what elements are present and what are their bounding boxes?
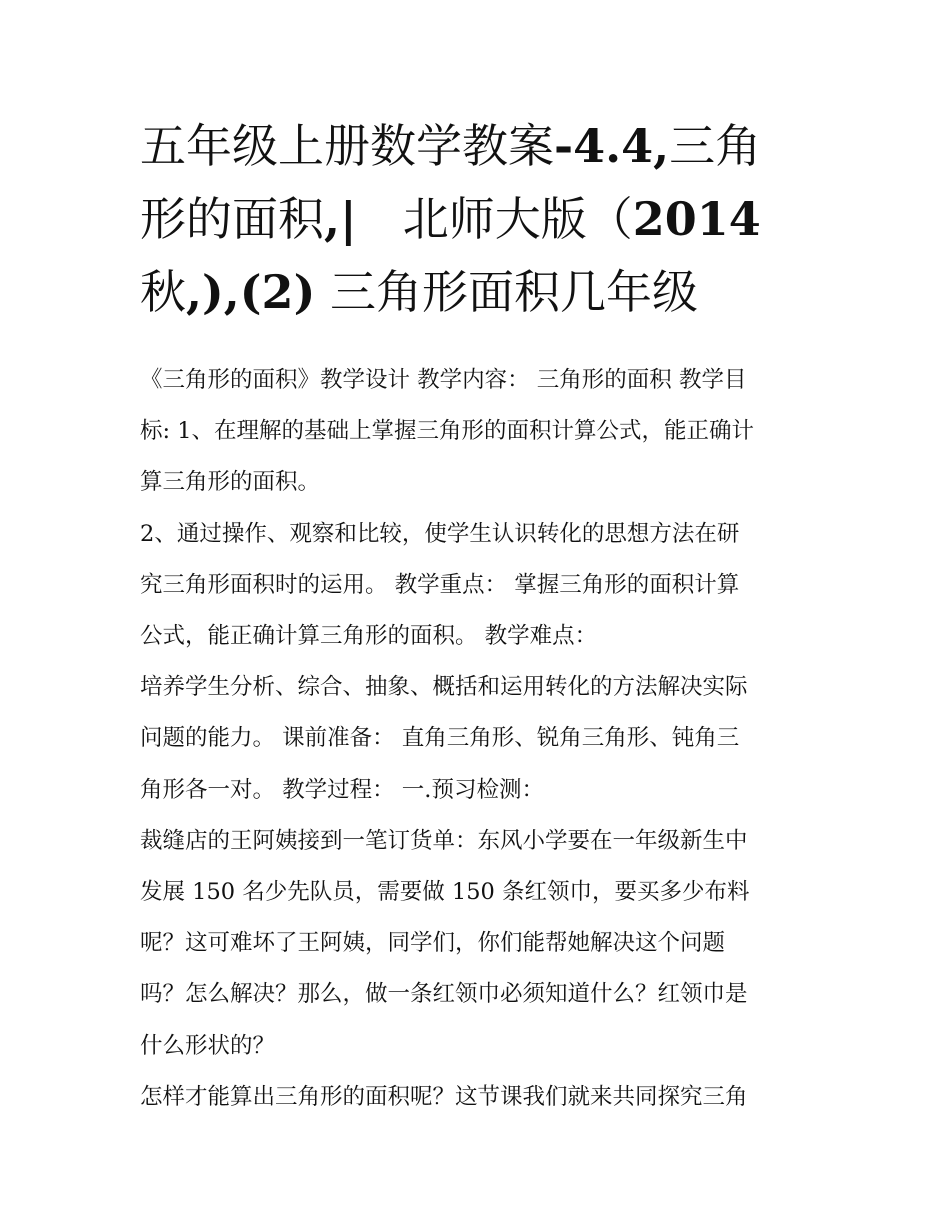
body-line: 角形各一对。 教学过程： 一.预习检测： xyxy=(140,776,544,803)
body-line: 《三角形的面积》教学设计 教学内容： 三角形的面积 教学目 xyxy=(140,367,747,393)
document-title xyxy=(140,110,820,329)
title-text: 形的面积 xyxy=(140,192,324,246)
body-line: 培养学生分析、综合、抽象、概括和运用转化的方法解决实际 xyxy=(140,674,748,701)
body-line: 吗？怎么解决？那么，做一条红领巾必须知道什么？红领巾是 xyxy=(140,981,748,1008)
body-line: 算三角形的面积。 xyxy=(140,469,321,496)
document-body xyxy=(140,355,820,1123)
title-text: 五年级上册数学教案 xyxy=(140,119,554,173)
body-line: 什么形状的？ xyxy=(140,1032,276,1059)
body-line: 裁缝店的王阿姨接到一笔订货单：东风小学要在一年级新生中 xyxy=(140,827,748,854)
title-text-bold: 2014 xyxy=(632,192,761,246)
title-text: 秋 xyxy=(140,265,186,319)
body-line: 究三角形面积时的运用。 教学重点： 掌握三角形的面积计算 xyxy=(140,571,740,598)
title-text-bold: -4.4, xyxy=(554,119,670,173)
body-line: 问题的能力。 课前准备： 直角三角形、锐角三角形、钝角三 xyxy=(140,725,740,752)
title-text-bold: ,),(2) xyxy=(186,265,316,319)
title-text: 北师大版（ xyxy=(356,192,633,246)
title-line xyxy=(140,110,820,183)
title-line xyxy=(140,183,820,256)
body-line: 2、通过操作、观察和比较，使学生认识转化的思想方法在研 xyxy=(140,520,740,547)
body-line: 发展 150 名少先队员，需要做 150 条红领巾，要买多少布料 xyxy=(140,879,750,906)
body-line: 公式，能正确计算三角形的面积。 教学难点： xyxy=(140,623,598,650)
body-line: 呢？这可难坏了王阿姨，同学们，你们能帮她解决这个问题 xyxy=(140,930,726,957)
title-text-bold: ,| xyxy=(324,192,357,246)
title-text: 三角形面积几年级 xyxy=(315,265,698,319)
body-line: 怎样才能算出三角形的面积呢？这节课我们就来共同探究三角 xyxy=(140,1083,748,1110)
body-line: 标: 1、在理解的基础上掌握三角形的面积计算公式，能正确计 xyxy=(140,418,755,445)
title-text: 三角 xyxy=(669,119,762,173)
title-line xyxy=(140,256,820,329)
